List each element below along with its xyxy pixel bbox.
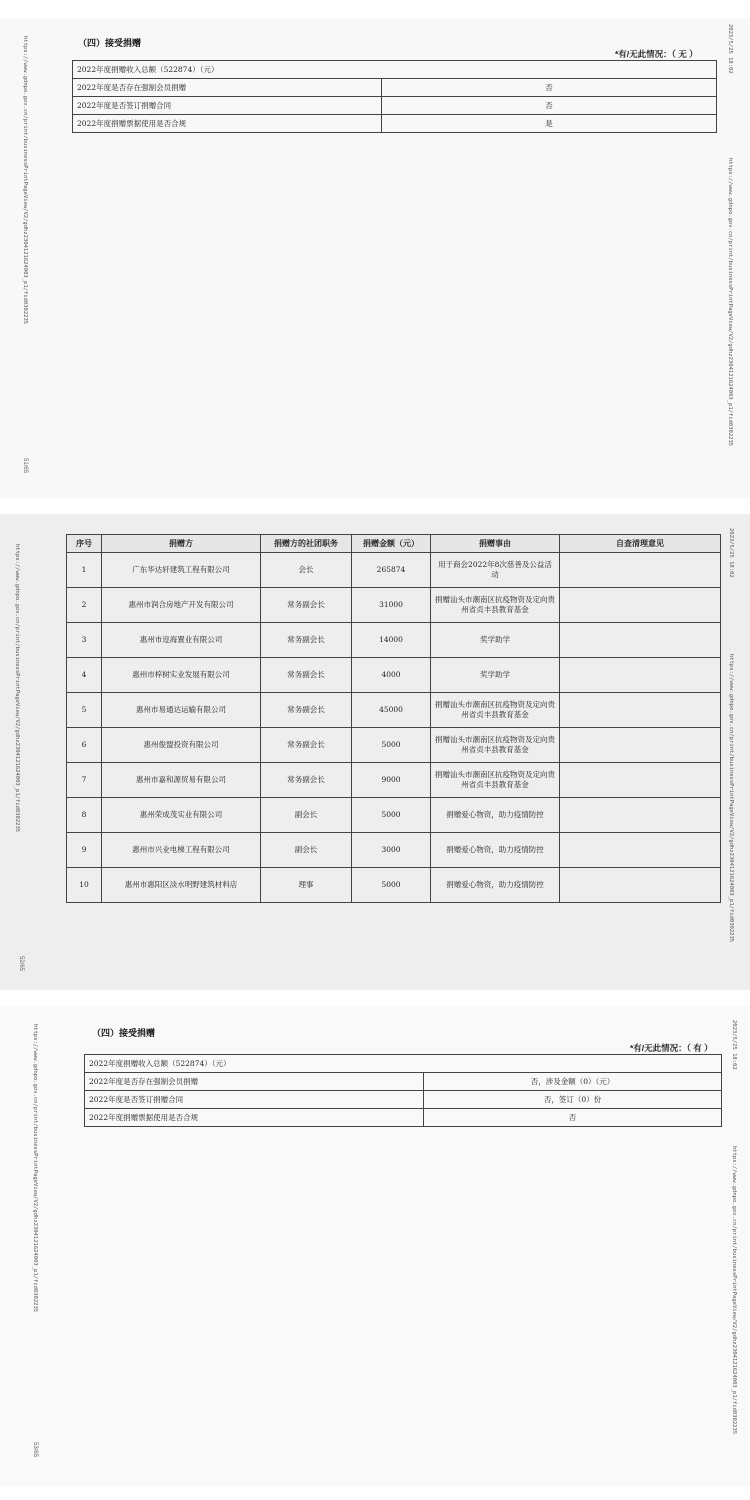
- table-row: [85, 1109, 722, 1127]
- cell-no: 5: [67, 693, 102, 728]
- cell-amount: 14000: [352, 623, 431, 658]
- cell-amount: 5000: [352, 798, 431, 833]
- column-header: 捐赠事由: [431, 535, 560, 553]
- section-title: （四）接受捐赠: [78, 38, 142, 48]
- cell-label: 2022年度是否签订捐赠合同: [73, 97, 382, 115]
- column-header: 捐赠金额（元）: [352, 535, 431, 553]
- table-row: [85, 1091, 722, 1109]
- scanned-page-1: [0, 18, 750, 498]
- cell-label: 2022年度是否签订捐赠合同: [85, 1091, 424, 1109]
- status-note: *有/无此情况：（ 无 ）: [615, 49, 698, 59]
- cell-opinion: [560, 798, 721, 833]
- scanned-page-2: [0, 514, 750, 990]
- cell-value: 否: [382, 79, 717, 97]
- table-row: [67, 693, 721, 728]
- cell-value: 否: [424, 1109, 722, 1127]
- cell-label: 2022年度是否存在强制会员捐赠: [85, 1073, 424, 1091]
- scanned-page-3: [0, 1006, 750, 1486]
- table-row: [85, 1073, 722, 1091]
- table-row: [67, 868, 721, 903]
- cell-reason: 奖学助学: [431, 623, 560, 658]
- table-row: [67, 588, 721, 623]
- cell-role: 常务副会长: [261, 588, 352, 623]
- side-url-left: https://www.gdnpo.gov.cn/print/businessPrintPageView/V2/gdhz2304121624003_p1/fid0302235: [32, 1024, 38, 1313]
- table-row: [67, 833, 721, 868]
- cell-opinion: [560, 868, 721, 903]
- table-row: [73, 97, 717, 115]
- column-header: 捐赠方: [102, 535, 261, 553]
- cell-role: 常务副会长: [261, 623, 352, 658]
- side-url-left: https://www.gdnpo.gov.cn/print/businessPrintPageView/V2/gdhz2304121624003_p1/fid0302235: [14, 544, 20, 833]
- cell-role: 会长: [261, 553, 352, 588]
- cell-label: 2022年度捐赠收入总额（522874）（元）: [85, 1055, 722, 1073]
- cell-no: 8: [67, 798, 102, 833]
- cell-no: 6: [67, 728, 102, 763]
- cell-donor: 惠州市嘉和源贸易有限公司: [102, 763, 261, 798]
- section-title: （四）接受捐赠: [92, 1028, 156, 1038]
- table-row: [67, 623, 721, 658]
- cell-label: 2022年度捐赠收入总额（522874）（元）: [73, 61, 717, 79]
- cell-value: 是: [382, 115, 717, 133]
- cell-role: 副会长: [261, 798, 352, 833]
- cell-opinion: [560, 588, 721, 623]
- cell-donor: 广东华达轩建筑工程有限公司: [102, 553, 261, 588]
- cell-no: 10: [67, 868, 102, 903]
- cell-donor: 惠州市迩海置业有限公司: [102, 623, 261, 658]
- cell-reason: 捐赠汕头市潮南区抗疫物资及定向贵州省贞丰县教育基金: [431, 728, 560, 763]
- page-number: 53/65: [32, 1442, 38, 1458]
- cell-donor: 惠州市易通达运输有限公司: [102, 693, 261, 728]
- cell-reason: 捐赠汕头市潮南区抗疫物资及定向贵州省贞丰县教育基金: [431, 763, 560, 798]
- column-header: 捐赠方的社团职务: [261, 535, 352, 553]
- cell-amount: 4000: [352, 658, 431, 693]
- donation-summary-table: [84, 1054, 722, 1127]
- cell-label: 2022年度是否存在强制会员捐赠: [73, 79, 382, 97]
- cell-no: 7: [67, 763, 102, 798]
- cell-reason: 捐赠爱心物资，助力疫情防控: [431, 798, 560, 833]
- table-row: [67, 728, 721, 763]
- table-row: [67, 553, 721, 588]
- cell-role: 常务副会长: [261, 693, 352, 728]
- cell-amount: 265874: [352, 553, 431, 588]
- side-date: 2023/5/25 18:02: [731, 1020, 737, 1070]
- page-number: 51/65: [22, 458, 28, 474]
- cell-amount: 9000: [352, 763, 431, 798]
- cell-role: 常务副会长: [261, 658, 352, 693]
- table-header-row: [67, 535, 721, 553]
- cell-donor: 惠州荣成茂实业有限公司: [102, 798, 261, 833]
- cell-reason: 捐赠汕头市潮南区抗疫物资及定向贵州省贞丰县教育基金: [431, 588, 560, 623]
- status-note: *有/无此情况：（ 有 ）: [630, 1043, 713, 1053]
- cell-amount: 5000: [352, 728, 431, 763]
- side-url-left: https://www.gdnpo.gov.cn/print/businessPrintPageView/V2/gdhz2304121624003_p1/fid0302235: [22, 36, 28, 325]
- table-row: [67, 763, 721, 798]
- column-header: 序号: [67, 535, 102, 553]
- cell-role: 常务副会长: [261, 763, 352, 798]
- cell-amount: 45000: [352, 693, 431, 728]
- cell-no: 9: [67, 833, 102, 868]
- cell-value: 否: [382, 97, 717, 115]
- cell-reason: 捐赠爱心物资，助力疫情防控: [431, 868, 560, 903]
- donor-list-table: [66, 534, 721, 903]
- cell-opinion: [560, 833, 721, 868]
- cell-label: 2022年度捐赠票据使用是否合规: [85, 1109, 424, 1127]
- cell-opinion: [560, 553, 721, 588]
- column-header: 自查清理意见: [560, 535, 721, 553]
- cell-opinion: [560, 763, 721, 798]
- cell-donor: 惠州市梓树实业发展有限公司: [102, 658, 261, 693]
- page-number: 52/65: [18, 956, 24, 972]
- side-date: 2023/5/25 18:02: [727, 24, 733, 74]
- donation-summary-table: [72, 60, 717, 133]
- table-row: [67, 658, 721, 693]
- cell-role: 副会长: [261, 833, 352, 868]
- cell-role: 理事: [261, 868, 352, 903]
- cell-donor: 惠州市润合房地产开发有限公司: [102, 588, 261, 623]
- cell-opinion: [560, 658, 721, 693]
- cell-value: 否，签订（0）份: [424, 1091, 722, 1109]
- cell-amount: 5000: [352, 868, 431, 903]
- cell-amount: 3000: [352, 833, 431, 868]
- side-url-right: https://www.gdnpo.gov.cn/print/businessPrintPageView/V2/gdhz2304121624003_p1/fid0302235: [727, 158, 733, 447]
- side-url-right: https://www.gdnpo.gov.cn/print/businessPrintPageView/V2/gdhz2304121624003_p1/fid0302235: [731, 1146, 737, 1435]
- side-url-right: https://www.gdnpo.gov.cn/print/businessPrintPageView/V2/gdhz2304121624003_p1/fid0302235: [728, 654, 734, 943]
- cell-reason: 用于商会2022年8次慈善及公益活动: [431, 553, 560, 588]
- table-row: [67, 798, 721, 833]
- cell-label: 2022年度捐赠票据使用是否合规: [73, 115, 382, 133]
- table-row: [73, 115, 717, 133]
- cell-role: 常务副会长: [261, 728, 352, 763]
- cell-opinion: [560, 728, 721, 763]
- cell-no: 1: [67, 553, 102, 588]
- cell-donor: 惠州市惠阳区淡水明野建筑材料店: [102, 868, 261, 903]
- cell-opinion: [560, 693, 721, 728]
- cell-reason: 捐赠汕头市潮南区抗疫物资及定向贵州省贞丰县教育基金: [431, 693, 560, 728]
- cell-no: 4: [67, 658, 102, 693]
- cell-donor: 惠州俊盟投资有限公司: [102, 728, 261, 763]
- cell-no: 2: [67, 588, 102, 623]
- cell-no: 3: [67, 623, 102, 658]
- cell-donor: 惠州市兴业电梯工程有限公司: [102, 833, 261, 868]
- cell-reason: 捐赠爱心物资，助力疫情防控: [431, 833, 560, 868]
- cell-reason: 奖学助学: [431, 658, 560, 693]
- table-row: [85, 1055, 722, 1073]
- cell-amount: 31000: [352, 588, 431, 623]
- table-row: [73, 61, 717, 79]
- cell-value: 否，涉及金额（0）（元）: [424, 1073, 722, 1091]
- cell-opinion: [560, 623, 721, 658]
- table-row: [73, 79, 717, 97]
- side-date: 2023/5/25 18:02: [728, 528, 734, 578]
